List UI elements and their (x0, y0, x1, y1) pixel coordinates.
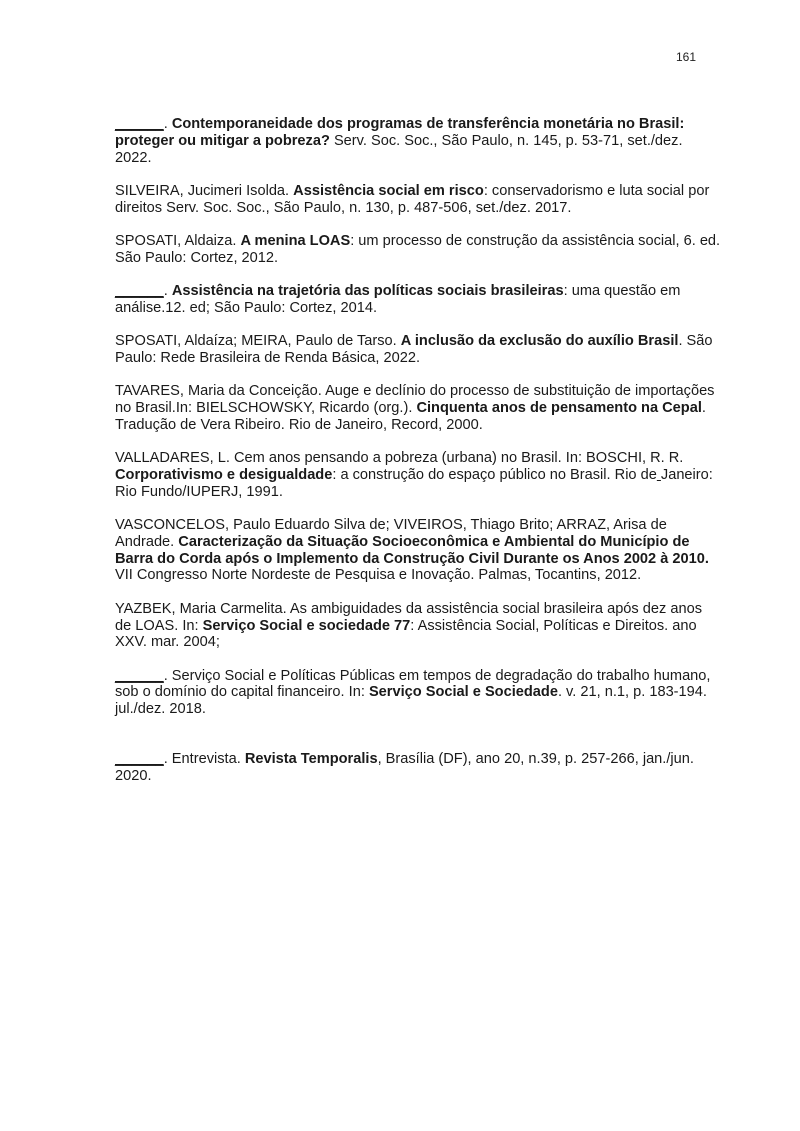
reference-text: . Tradução de Vera Ribeiro. Rio de Janeiro, Record, 2000. (115, 400, 706, 433)
reference-text: . (163, 116, 172, 132)
reference-text: SILVEIRA, Jucimeri Isolda. (115, 182, 294, 199)
reference-text: TAVARES, Maria da Conceição. Auge e declínio do processo de substituição de importações no Brasil.In: BIELSCHOWSKY, Ricardo (org.). (115, 383, 715, 417)
reference-title: A menina LOAS (240, 232, 351, 249)
reference-text: : um processo de construção da assistência social, 6. ed. São Paulo: Cortez, 2012. (115, 232, 721, 266)
reference-text: . (163, 283, 172, 300)
page-number: 161 (676, 50, 697, 64)
reference-text: : a construção do espaço público no Brasil. Rio de (332, 466, 657, 483)
reference-text: : Assistência Social, Políticas e Direitos. ano XXV. mar. 2004; (115, 617, 697, 651)
reference-title: Contemporaneidade dos programas de transferência monetária no Brasil: proteger ou mitigar a pobreza? (115, 116, 685, 149)
reference-entry (115, 450, 721, 500)
reference-entry (115, 517, 721, 584)
reference-text: . Serviço Social e Políticas Públicas em tempos de degradação do trabalho humano, sob o domínio do capital financeiro. In: (115, 667, 711, 701)
author-repeat-line: ______ (115, 283, 164, 300)
reference-text: Janeiro: Rio Fundo/IUPERJ, 1991. (115, 466, 713, 500)
reference-entry (115, 601, 721, 651)
reference-entry (115, 233, 721, 267)
reference-title: Assistência social em risco (293, 182, 484, 199)
reference-text: . Entrevista. (163, 751, 245, 768)
reference-text: VASCONCELOS, Paulo Eduardo Silva de; VIVEIROS, Thiago Brito; ARRAZ, Arisa de Andrade. (115, 517, 667, 550)
reference-text: : uma questão em análise.12. ed; São Paulo: Cortez, 2014. (115, 283, 681, 316)
reference-text: SPOSATI, Aldaíza; MEIRA, Paulo de Tarso. (115, 333, 401, 350)
reference-entry (115, 383, 721, 433)
reference-entry (115, 183, 721, 217)
reference-list (115, 116, 721, 801)
reference-text: , Brasília (DF), ano 20, n.39, p. 257-266, jan./jun. 2020. (115, 751, 694, 784)
reference-text: . v. 21, n.1, p. 183-194. jul./dez. 2018. (115, 684, 707, 718)
author-repeat-line: ______ (115, 751, 164, 768)
reference-text: VALLADARES, L. Cem anos pensando a pobreza (urbana) no Brasil. In: BOSCHI, R. R. (115, 450, 684, 467)
author-repeat-line: ______ (115, 116, 164, 132)
reference-text: VII Congresso Norte Nordeste de Pesquisa e Inovação. Palmas, Tocantins, 2012. (115, 567, 642, 584)
reference-entry (115, 751, 721, 785)
reference-entry (115, 668, 721, 718)
reference-title: Caracterização da Situação Socioeconômica e Ambiental do Município de Barra do Corda após o Implemento da Construção Civil Durante os Anos 2002 à 2010. (115, 533, 709, 567)
reference-text: : conservadorismo e luta social por direitos Serv. Soc. Soc., São Paulo, n. 130, p. 487-506, set./dez. 2017. (115, 182, 710, 216)
reference-title: Cinquenta anos de pensamento na Cepal (416, 400, 702, 417)
reference-entry (115, 333, 721, 367)
reference-title: A inclusão da exclusão do auxílio Brasil (400, 333, 679, 350)
reference-title: Serviço Social e sociedade 77 (202, 617, 411, 634)
reference-title: Serviço Social e Sociedade (368, 684, 558, 701)
reference-text: YAZBEK, Maria Carmelita. As ambiguidades da assistência social brasileira após dez anos de LOAS. In: (115, 600, 703, 634)
reference-title: Assistência na trajetória das políticas sociais brasileiras (171, 283, 564, 300)
reference-title: Corporativismo e desigualdade (115, 466, 333, 483)
author-repeat-line: ______ (115, 667, 164, 684)
reference-text: . São Paulo: Rede Brasileira de Renda Básica, 2022. (115, 333, 713, 366)
reference-title: Revista Temporalis (244, 751, 378, 768)
reference-text: Serv. Soc. Soc., São Paulo, n. 145, p. 53-71, set./dez. 2022. (115, 132, 683, 166)
reference-entry (115, 283, 721, 317)
reference-text: SPOSATI, Aldaiza. (115, 232, 241, 249)
reference-entry (115, 116, 721, 166)
